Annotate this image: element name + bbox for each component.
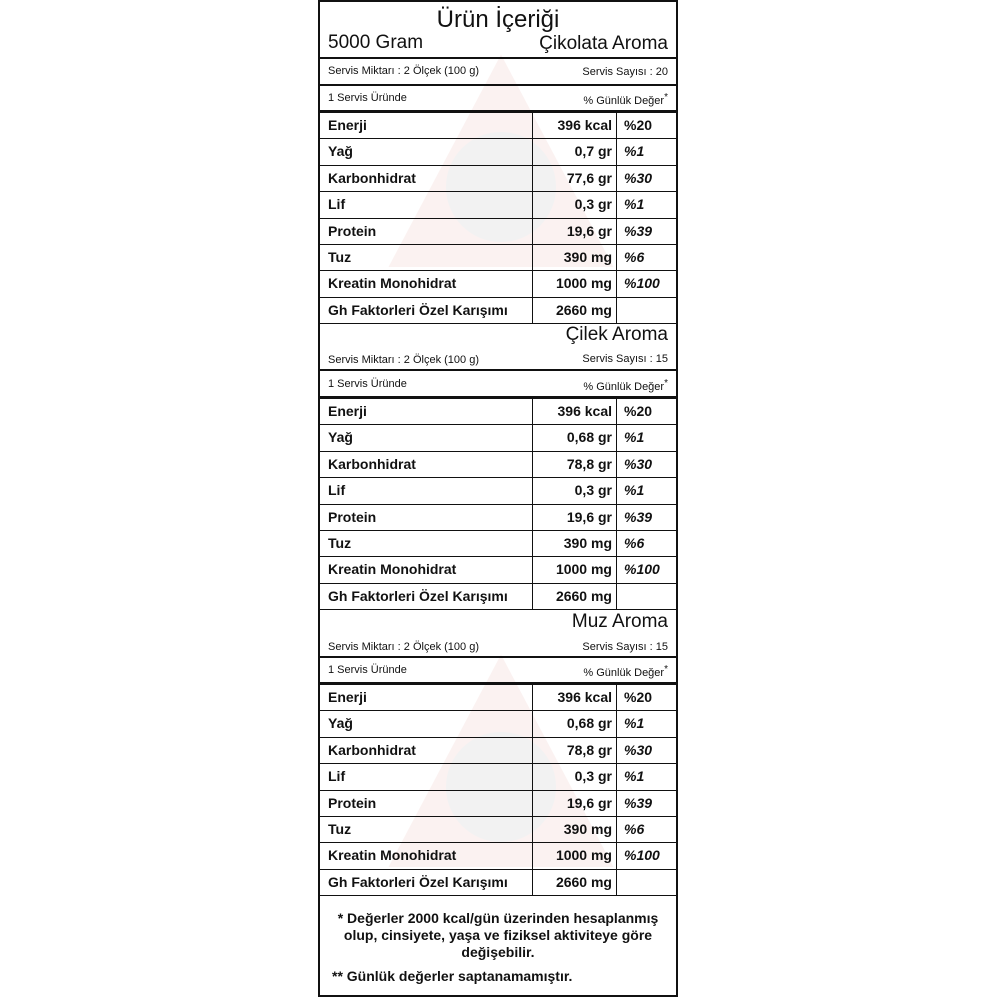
nutrient-amount: 2660 mg: [555, 301, 612, 318]
flavor-name: Muz Aroma: [571, 611, 668, 632]
serving-size: Servis Miktarı : 2 Ölçek (100 g): [328, 354, 479, 366]
table-row: [320, 398, 676, 424]
product-weight: 5000 Gram: [328, 32, 424, 53]
nutrient-daily-percent: %100: [624, 561, 660, 578]
column-divider: [616, 684, 617, 895]
nutrient-daily-percent: %1: [624, 482, 645, 499]
nutrient-daily-percent: %1: [624, 143, 645, 160]
divider: [320, 656, 676, 658]
nutrient-name: Karbonhidrat: [328, 455, 416, 472]
table-row: [320, 504, 676, 530]
servings-count: Servis Sayısı : 15: [582, 353, 668, 365]
nutrient-amount: 0,68 gr: [566, 715, 612, 732]
label-title: Ürün İçeriği: [436, 6, 560, 33]
nutrient-name: Gh Faktorleri Özel Karışımı: [328, 301, 508, 318]
daily-value-header: % Günlük Değer*: [583, 664, 668, 679]
nutrient-amount: 396 kcal: [557, 117, 612, 133]
column-divider: [532, 112, 533, 323]
nutrient-amount: 390 mg: [563, 535, 612, 551]
table-row: [320, 112, 676, 138]
table-row: [320, 424, 676, 450]
per-serving-label: 1 Servis Üründe: [328, 664, 407, 676]
table-row: [320, 165, 676, 191]
table-row: [320, 790, 676, 816]
nutrient-amount: 78,8 gr: [566, 741, 612, 758]
nutrient-daily-percent: %20: [624, 403, 653, 419]
table-row: [320, 816, 676, 842]
table-row: [320, 270, 676, 296]
table-row: [320, 244, 676, 270]
nutrient-daily-percent: %30: [624, 741, 653, 758]
column-divider: [616, 398, 617, 609]
nutrient-daily-percent: %39: [624, 222, 653, 239]
flavor-name: Çikolata Aroma: [539, 33, 668, 54]
nutrient-name: Gh Faktorleri Özel Karışımı: [328, 873, 508, 890]
nutrient-amount: 1000 mg: [555, 275, 612, 292]
nutrient-name: Protein: [328, 508, 377, 525]
nutrient-daily-percent: %20: [624, 689, 653, 705]
nutrient-name: Yağ: [328, 429, 353, 446]
nutrient-amount: 19,6 gr: [566, 508, 612, 525]
table-row: [320, 191, 676, 217]
nutrient-daily-percent: %6: [624, 249, 645, 265]
per-serving-label: 1 Servis Üründe: [328, 378, 407, 390]
column-divider: [532, 398, 533, 609]
column-divider: [532, 684, 533, 895]
nutrient-name: Tuz: [328, 821, 352, 837]
table-row: [320, 710, 676, 736]
nutrient-daily-percent: %39: [624, 508, 653, 525]
nutrient-daily-percent: %1: [624, 429, 645, 446]
table-row: [320, 763, 676, 789]
nutrient-amount: 0,7 gr: [574, 143, 612, 160]
column-divider: [616, 112, 617, 323]
nutrient-name: Enerji: [328, 117, 367, 133]
servings-count: Servis Sayısı : 20: [582, 66, 668, 78]
divider: [320, 84, 676, 86]
nutrient-name: Lif: [328, 482, 346, 499]
nutrient-daily-percent: %30: [624, 455, 653, 472]
nutrient-amount: 390 mg: [563, 821, 612, 837]
table-row: [320, 530, 676, 556]
nutrient-daily-percent: %39: [624, 794, 653, 811]
nutrition-label: [318, 0, 678, 997]
divider: [320, 57, 676, 59]
divider: [320, 369, 676, 371]
table-row: [320, 138, 676, 164]
table-row: [320, 297, 676, 323]
nutrient-name: Tuz: [328, 249, 352, 265]
nutrient-amount: 2660 mg: [555, 587, 612, 604]
nutrient-daily-percent: %1: [624, 196, 645, 213]
serving-size: Servis Miktarı : 2 Ölçek (100 g): [328, 65, 479, 77]
nutrient-name: Karbonhidrat: [328, 741, 416, 758]
nutrient-amount: 19,6 gr: [566, 794, 612, 811]
nutrient-name: Kreatin Monohidrat: [328, 847, 457, 864]
table-row: [320, 218, 676, 244]
nutrient-amount: 0,3 gr: [574, 768, 612, 785]
nutrient-name: Karbonhidrat: [328, 169, 416, 186]
table-row: [320, 583, 676, 609]
table-row: [320, 684, 676, 710]
nutrient-daily-percent: %1: [624, 768, 645, 785]
nutrient-amount: 1000 mg: [555, 847, 612, 864]
nutrient-name: Enerji: [328, 403, 367, 419]
nutrient-daily-percent: %1: [624, 715, 645, 732]
nutrient-amount: 390 mg: [563, 249, 612, 265]
nutrient-name: Protein: [328, 222, 377, 239]
table-row: [320, 451, 676, 477]
footnote-daily-values: * Değerler 2000 kcal/gün üzerinden hesaplanmış olup, cinsiyete, yaşa ve fiziksel aktiviteye göre değişebilir.: [337, 910, 659, 960]
nutrient-amount: 0,3 gr: [574, 482, 612, 499]
nutrient-amount: 77,6 gr: [566, 169, 612, 186]
daily-value-header: % Günlük Değer*: [583, 378, 668, 393]
table-row: [320, 842, 676, 868]
per-serving-label: 1 Servis Üründe: [328, 92, 407, 104]
nutrient-daily-percent: %30: [624, 169, 653, 186]
flavor-name: Çilek Aroma: [565, 324, 668, 345]
nutrient-daily-percent: %100: [624, 275, 660, 292]
nutrient-amount: 0,68 gr: [566, 429, 612, 446]
nutrient-amount: 0,3 gr: [574, 196, 612, 213]
divider: [320, 895, 676, 896]
nutrient-daily-percent: %6: [624, 535, 645, 551]
table-row: [320, 737, 676, 763]
nutrient-name: Kreatin Monohidrat: [328, 275, 457, 292]
daily-value-header: % Günlük Değer*: [583, 92, 668, 107]
footnote-not-established: ** Günlük değerler saptanamamıştır.: [332, 968, 573, 984]
nutrient-name: Lif: [328, 768, 346, 785]
nutrient-amount: 1000 mg: [555, 561, 612, 578]
nutrient-amount: 2660 mg: [555, 873, 612, 890]
nutrient-name: Protein: [328, 794, 377, 811]
table-row: [320, 869, 676, 895]
nutrient-name: Kreatin Monohidrat: [328, 561, 457, 578]
nutrient-amount: 19,6 gr: [566, 222, 612, 239]
nutrient-name: Gh Faktorleri Özel Karışımı: [328, 587, 508, 604]
nutrient-daily-percent: %6: [624, 821, 645, 837]
nutrient-name: Enerji: [328, 689, 367, 705]
nutrient-amount: 396 kcal: [557, 689, 612, 705]
nutrient-name: Lif: [328, 196, 346, 213]
nutrient-daily-percent: %100: [624, 847, 660, 864]
nutrient-name: Tuz: [328, 535, 352, 551]
nutrient-name: Yağ: [328, 715, 353, 732]
nutrient-daily-percent: %20: [624, 117, 653, 133]
nutrient-amount: 396 kcal: [557, 403, 612, 419]
table-row: [320, 556, 676, 582]
nutrient-amount: 78,8 gr: [566, 455, 612, 472]
table-row: [320, 477, 676, 503]
servings-count: Servis Sayısı : 15: [582, 641, 668, 653]
serving-size: Servis Miktarı : 2 Ölçek (100 g): [328, 641, 479, 653]
nutrient-name: Yağ: [328, 143, 353, 160]
